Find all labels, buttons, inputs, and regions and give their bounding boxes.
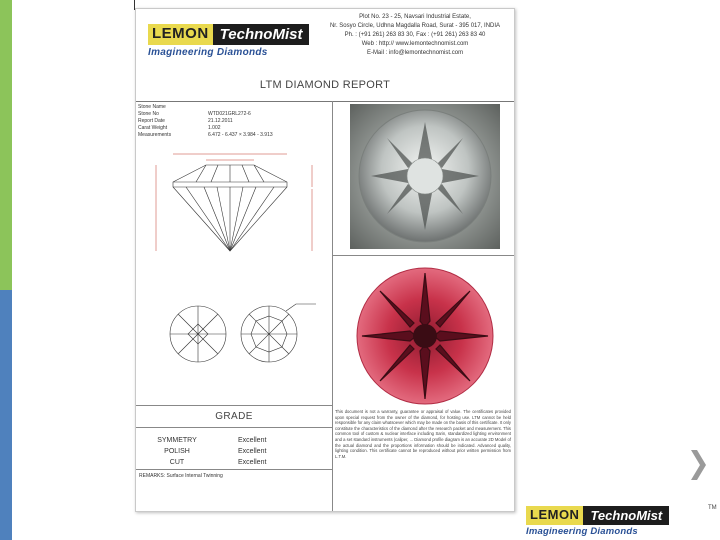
grade-section-divider	[136, 405, 332, 406]
grade-name: POLISH	[164, 448, 190, 455]
logo-wordmark	[148, 24, 309, 45]
info-key: Stone No	[138, 111, 159, 117]
logo-technomist-text: TechnoMist	[213, 24, 310, 45]
info-value: WTD021GRL272-6	[208, 111, 251, 117]
info-value	[208, 104, 318, 111]
remarks-text: REMARKS: Surface Internal Twinning	[139, 473, 223, 479]
info-row	[138, 111, 318, 118]
left-accent-stripe-green	[0, 0, 12, 290]
info-key: Measurements	[138, 132, 172, 138]
grade-row	[142, 446, 328, 457]
photo-divider	[332, 255, 514, 256]
address-line: Web : http:// www.lemontechnomist.com	[361, 41, 469, 47]
info-key: Carat Weight	[138, 125, 168, 131]
info-value: 1.002	[208, 125, 221, 131]
info-value: 6.472 - 6.437 × 3.984 - 3.913	[208, 132, 273, 138]
grade-title-rule	[136, 427, 332, 428]
next-slide-chevron-icon[interactable]	[688, 448, 708, 482]
grade-row	[142, 435, 328, 446]
grade-section-title: GRADE	[215, 411, 253, 422]
trademark-symbol: TM	[708, 505, 717, 511]
logo-tagline: Imagineering Diamonds	[148, 47, 268, 58]
footer-logo	[526, 506, 669, 537]
grade-table	[142, 435, 328, 468]
info-row	[138, 104, 318, 111]
report-header-logo	[148, 24, 309, 58]
report-title: LTM DIAMOND REPORT	[259, 79, 391, 91]
info-key: Stone Name	[138, 104, 166, 110]
info-row	[138, 118, 318, 125]
grade-row	[142, 457, 328, 468]
address-line: E-Mail : info@lemontechnomist.com	[366, 50, 464, 56]
grade-value: Excellent	[238, 437, 267, 444]
footer-logo-tagline: Imagineering Diamonds	[526, 526, 638, 537]
info-row	[138, 125, 318, 132]
footer-logo-wordmark	[526, 506, 669, 525]
arrowscope-photo	[350, 261, 500, 411]
stone-info-table	[138, 104, 318, 139]
info-row	[138, 132, 318, 139]
grade-value: Excellent	[238, 448, 267, 455]
grade-name: SYMMETRY	[157, 437, 197, 444]
grade-name: CUT	[169, 459, 185, 466]
diamond-photo-face-up	[350, 104, 500, 249]
address-line: Ph. : (+91 261) 263 83 30, Fax : (+91 261) 263 83 40	[344, 32, 486, 38]
remarks-divider	[136, 469, 332, 470]
info-key: Report Date	[138, 118, 165, 124]
disclaimer-text: This document is not a warranty, guarantee or appraisal of value. The centificates provided upon special request from the owner of the diamond, for hosting use. LTM cannot be held responsible for any claim whatsoever which may be made on the basis of this certificate. It only constitute the characteristics of the diamond after the research packet and measurement. This common tool of custom & nuclear interface including Sarin, standardized lighting environment and a set standard instruments (caliper, ... Diamond profile diagram is an accurate 2D Model of the actual diamond and the proportions information should be indicated. Advanced quality, lighting condition. This certificate cannot be reproduced without prior written permission from L.T.M.	[335, 409, 511, 459]
grade-value: Excellent	[238, 459, 267, 466]
footer-logo-technomist-text: TechnoMist	[583, 506, 669, 525]
diamond-report-document	[135, 8, 515, 512]
column-divider	[332, 101, 333, 511]
facet-plot-diagrams	[136, 294, 332, 404]
company-address	[326, 13, 504, 58]
address-line: Nr. Sosyo Circle, Udhna Magdalla Road, Surat - 395 017, INDIA	[329, 23, 501, 29]
address-line: Plot No. 23 - 25, Navsari Industrial Estate,	[359, 14, 471, 20]
logo-lemon-text: LEMON	[148, 24, 213, 45]
diamond-profile-diagram	[136, 139, 332, 264]
footer-logo-lemon-text: LEMON	[526, 506, 583, 525]
header-divider	[136, 101, 514, 102]
info-value: 21.12.2011	[208, 118, 233, 124]
